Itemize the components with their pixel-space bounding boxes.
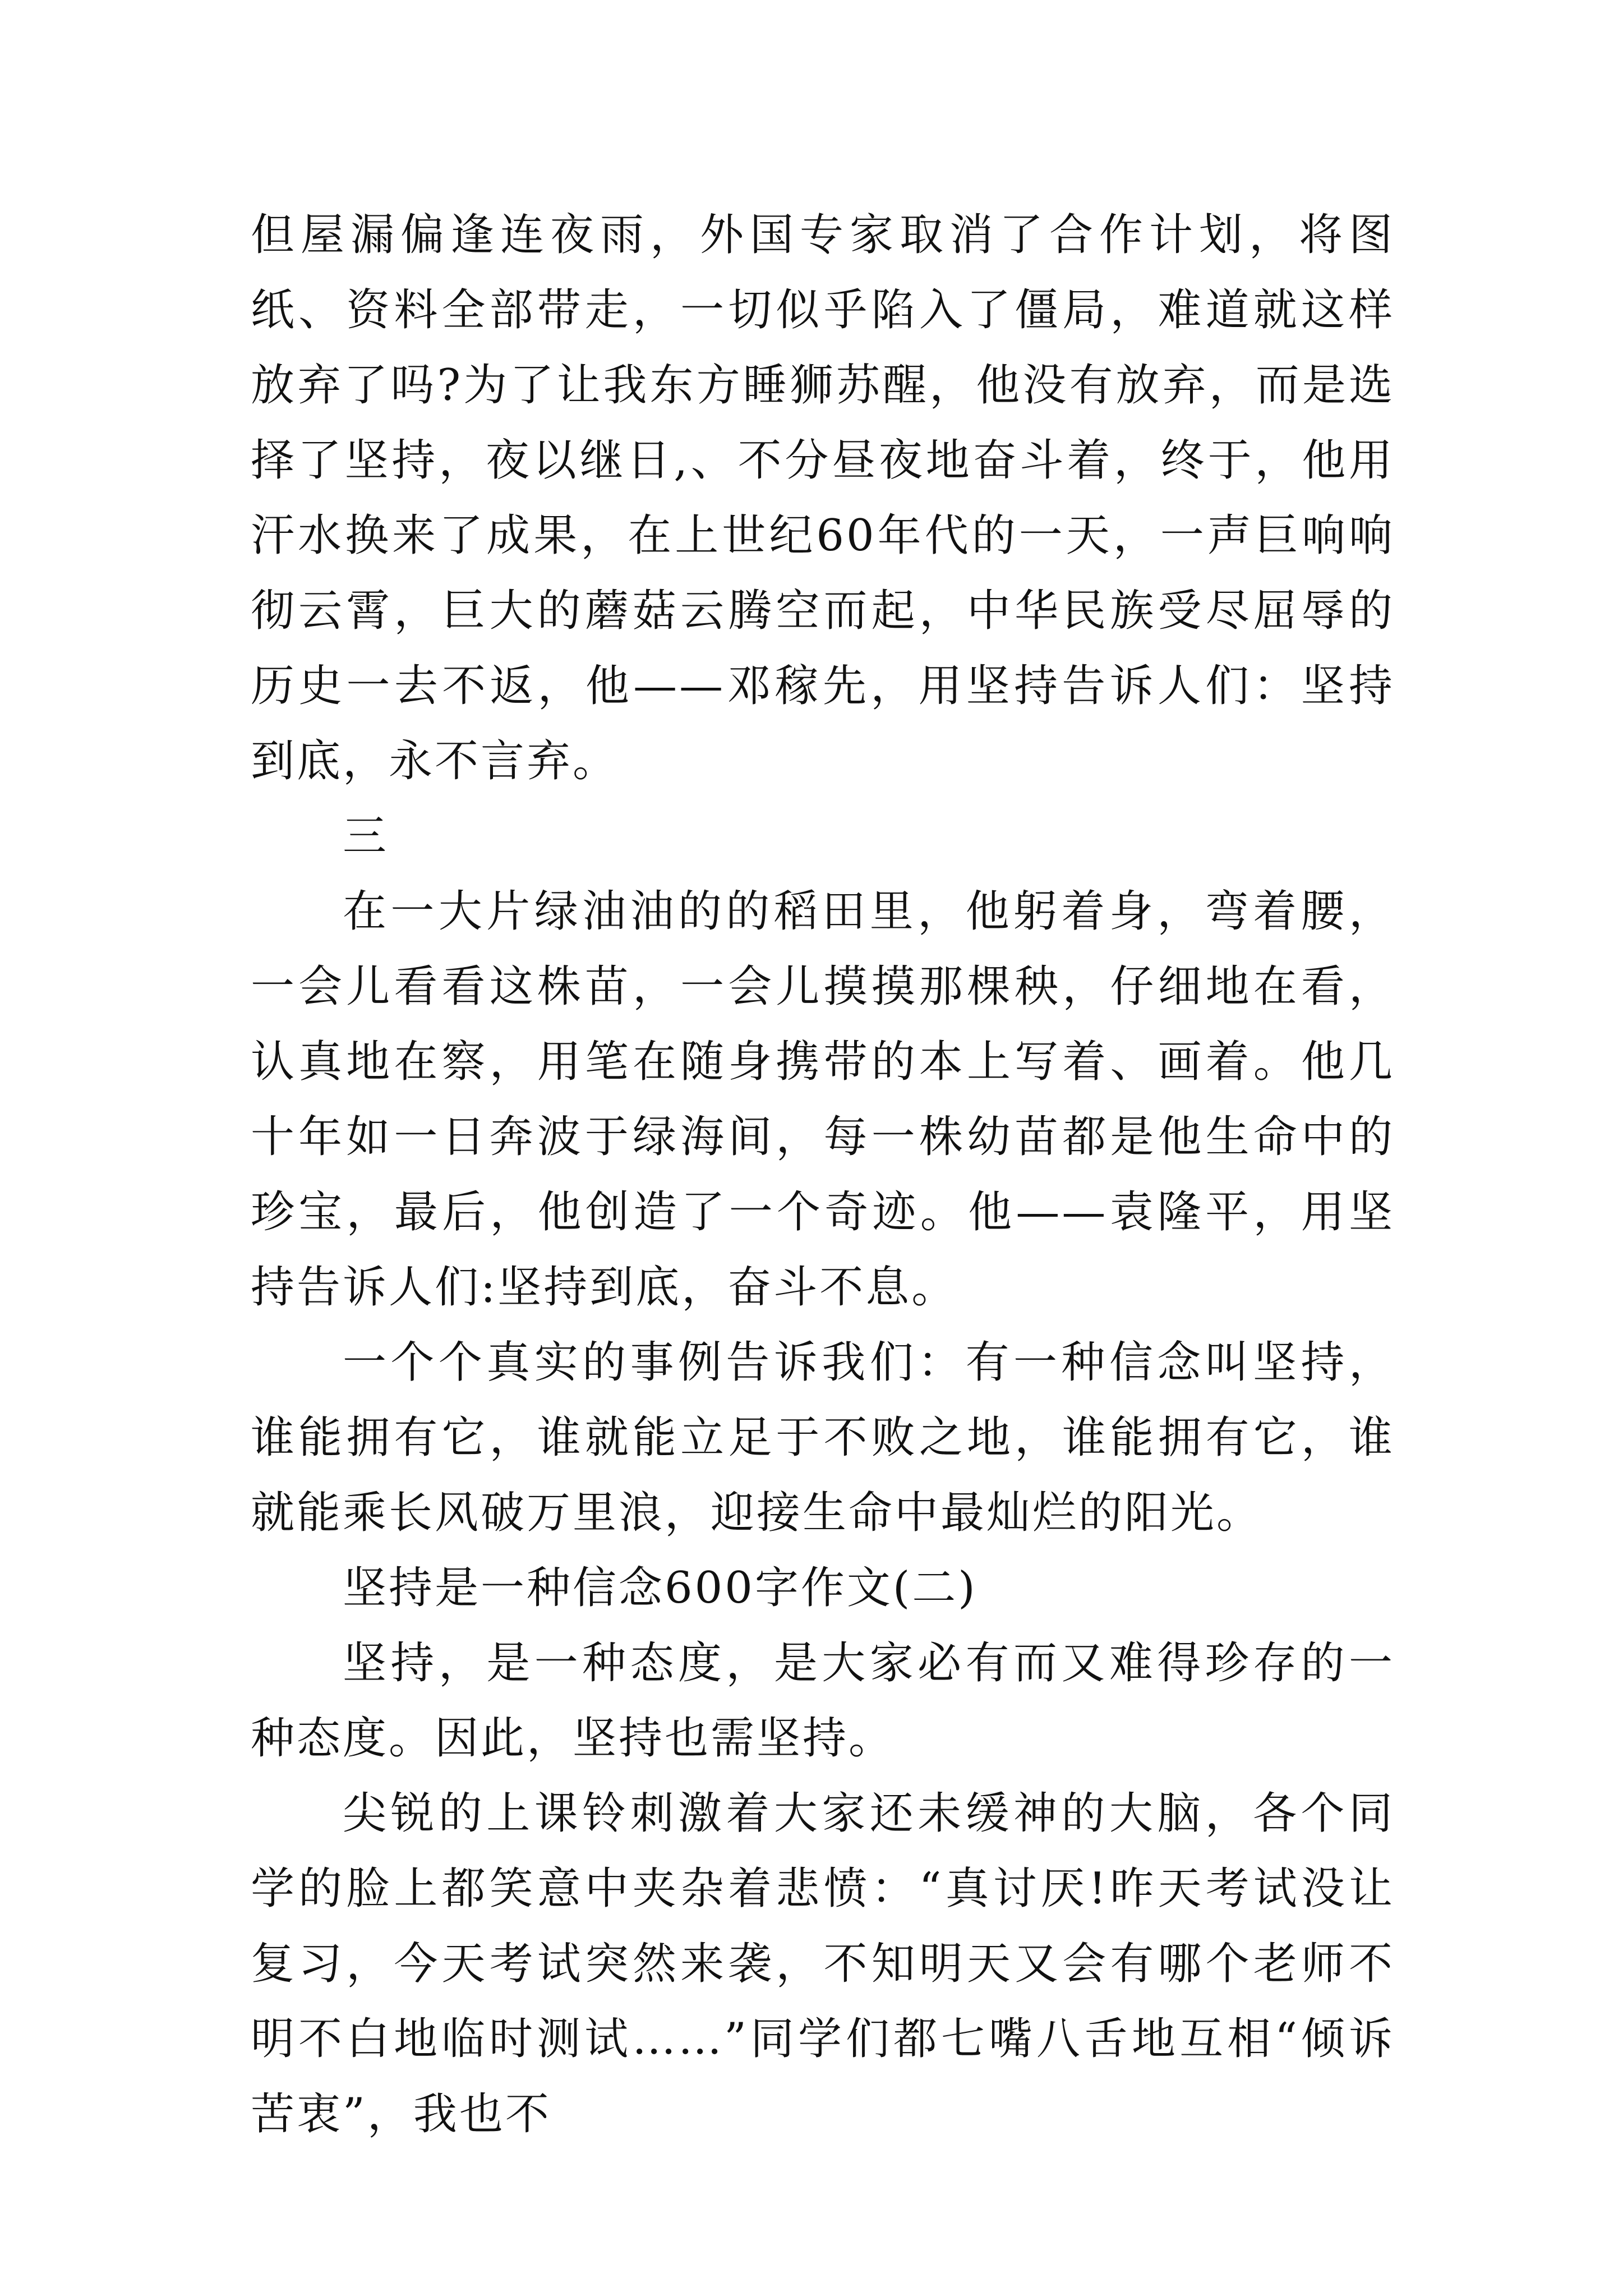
- paragraph-class-bell: 尖锐的上课铃刺激着大家还未缓神的大脑，各个同学的脸上都笑意中夹杂着悲愤：“真讨厌!昨天考试没让复习，今天考试突然来袭，不知明天又会有哪个老师不明不白地临时测试……”同学们都七嘴八舌地互相“倾诉苦衷”，我也不: [251, 1788, 1395, 2139]
- essay-title: 坚持是一种信念600字作文(二): [343, 1563, 978, 1613]
- document-body: [251, 197, 1395, 2152]
- paragraph-yuan-longping: 在一大片绿油油的的稻田里，他躬着身，弯着腰，一会儿看看这株苗，一会儿摸摸那棵秧，仔细地在看，认真地在察，用笔在随身携带的本上写着、画着。他几十年如一日奔波于绿海间，每一株幼苗都是他生命中的珍宝，最后，他创造了一个奇迹。他——袁隆平，用坚持告诉人们:坚持到底，奋斗不息。: [251, 886, 1395, 1313]
- paragraph-attitude: 坚持，是一种态度，是大家必有而又难得珍存的一种态度。因此，坚持也需坚持。: [251, 1638, 1395, 1764]
- paragraph-deng-jiaxian: 但屋漏偏逢连夜雨，外国专家取消了合作计划，将图纸、资料全部带走，一切似乎陷入了僵局，难道就这样放弃了吗?为了让我东方睡狮苏醒，他没有放弃，而是选择了坚持，夜以继日,、不分昼夜地奋斗着，终于，他用汗水换来了成果，在上世纪60年代的一天，一声巨响响彻云霄，巨大的蘑菇云腾空而起，中华民族受尽屈辱的历史一去不返，他——邓稼先，用坚持告诉人们：坚持到底，永不言弃。: [251, 210, 1395, 786]
- section-number: 三: [343, 811, 389, 862]
- paragraph-conclusion: 一个个真实的事例告诉我们：有一种信念叫坚持，谁能拥有它，谁就能立足于不败之地，谁能拥有它，谁就能乘长风破万里浪，迎接生命中最灿烂的阳光。: [251, 1337, 1395, 1538]
